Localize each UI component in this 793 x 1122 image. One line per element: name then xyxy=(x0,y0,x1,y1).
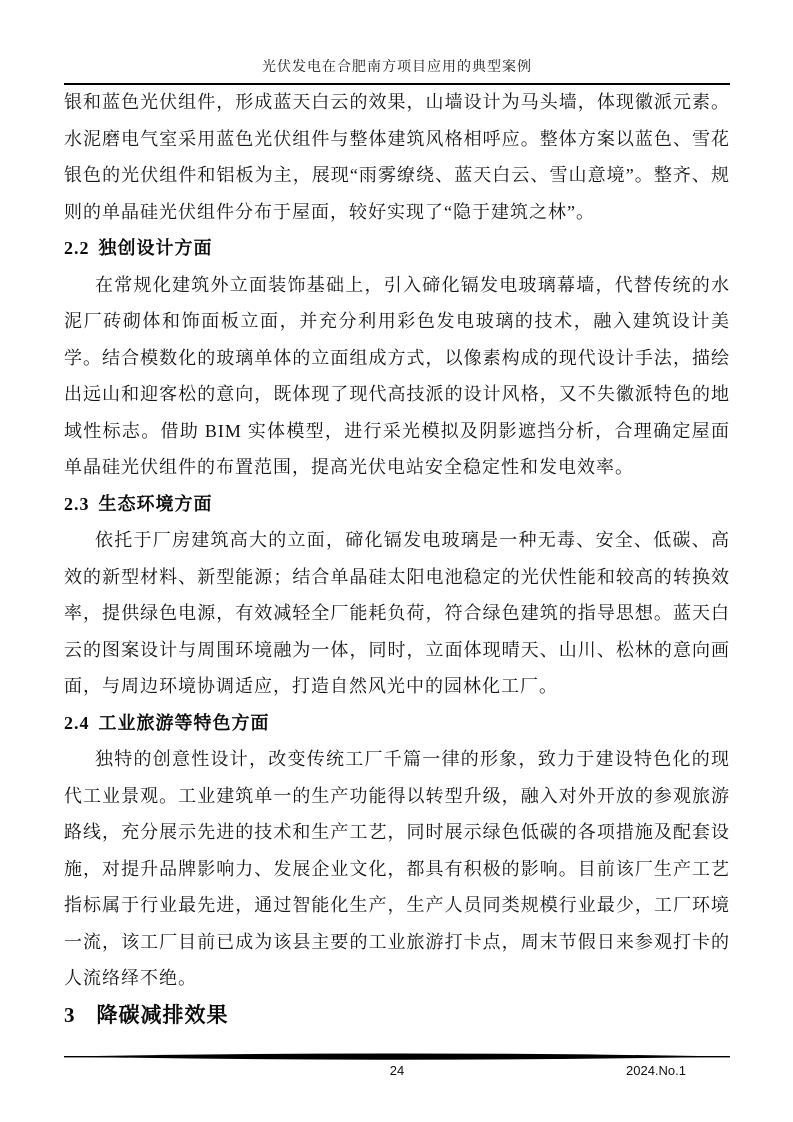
section-number: 2.4 xyxy=(64,712,90,733)
running-title: 光伏发电在合肥南方项目应用的典型案例 xyxy=(262,60,532,75)
section-heading-2-2 xyxy=(64,230,730,267)
section-title: 工业旅游等特色方面 xyxy=(98,712,270,733)
section-heading-2-4 xyxy=(64,705,730,742)
section-paragraph-2-3: 依托于厂房建筑高大的立面，碲化镉发电玻璃是一种无毒、安全、低碳、高效的新型材料、新型能源；结合单晶硅太阳电池稳定的光伏性能和较高的转换效率，提供绿色电源，有效减轻全厂能耗负荷，符合绿色建筑的指导思想。蓝天白云的图案设计与周围环境融为一体，同时，立面体现晴天、山川、松林的意向画面，与周边环境协调适应，打造自然风光中的园林化工厂。 xyxy=(64,530,730,696)
section-number: 2.2 xyxy=(64,238,90,258)
issue-number: 2024.No.1 xyxy=(626,1063,686,1078)
page-footer xyxy=(64,1052,730,1081)
section-title: 生态环境方面 xyxy=(98,493,213,514)
intro-paragraph: 银和蓝色光伏组件，形成蓝天白云的效果，山墙设计为马头墙，体现徽派元素。水泥磨电气室采用蓝色光伏组件与整体建筑风格相呼应。整体方案以蓝色、雪花银色的光伏组件和铝板为主，展现“雨雾缭绕、蓝天白云、雪山意境”。整齐、规则的单晶硅光伏组件分布于屋面，较好实现了“隐于建筑之林”。 xyxy=(64,92,730,222)
footer-row xyxy=(64,1063,730,1081)
chapter-heading-3 xyxy=(64,997,730,1034)
section-number: 2.3 xyxy=(64,493,90,514)
page-body xyxy=(64,84,730,1034)
section-heading-2-3 xyxy=(64,486,730,523)
footer-rule xyxy=(64,1052,730,1062)
chapter-number: 3 xyxy=(64,1002,75,1027)
section-title: 独创设计方面 xyxy=(98,238,213,258)
section-paragraph-2-2: 在常规化建筑外立面装饰基础上，引入碲化镉发电玻璃幕墙，代替传统的水泥厂砖砌体和饰面板立面，并充分利用彩色发电玻璃的技术，融入建筑设计美学。结合模数化的玻璃单体的立面组成方式，以像素构成的现代设计手法，描绘出远山和迎客松的意向，既体现了现代高技派的设计风格，又不失徽派特色的地域性标志。借助 BIM 实体模型，进行采光模拟及阴影遮挡分析，合理确定屋面单晶硅光伏组件的布置范围，提高光伏电站安全稳定性和发电效率。 xyxy=(64,274,730,477)
page-header xyxy=(64,58,730,85)
section-paragraph-2-4: 独特的创意性设计，改变传统工厂千篇一律的形象，致力于建设特色化的现代工业景观。工业建筑单一的生产功能得以转型升级，融入对外开放的参观旅游路线，充分展示先进的技术和生产工艺，同时展示绿色低碳的各项措施及配套设施，对提升品牌影响力、发展企业文化，都具有积极的影响。目前该厂生产工艺指标属于行业最先进，通过智能化生产，生产人员同类规模行业最少，工厂环境一流，该工厂目前已成为该县主要的工业旅游打卡点，周末节假日来参观打卡的人流络绎不绝。 xyxy=(64,749,730,988)
chapter-title: 降碳减排效果 xyxy=(96,1003,229,1027)
page-number: 24 xyxy=(389,1063,405,1078)
